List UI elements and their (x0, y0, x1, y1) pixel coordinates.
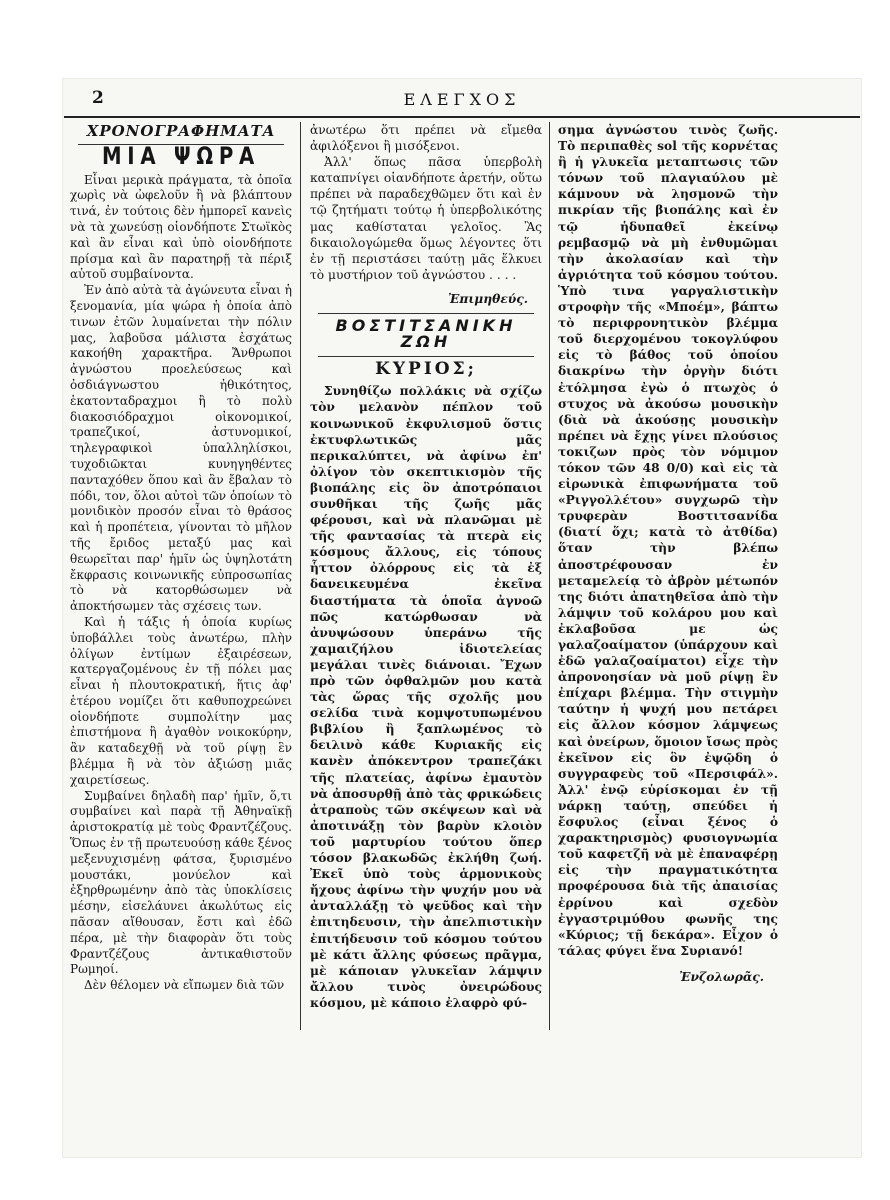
header-rule (64, 116, 860, 118)
divider (318, 356, 534, 357)
article-headline: ΜΙΑ ΨΩΡΑ (101, 141, 261, 170)
article-headline: ΒΟΣΤΙΤΣΑΝΙΚΗ ΖΩΗ (335, 316, 517, 352)
paragraph: ἀνωτέρω ὅτι πρέπει νὰ εἴμεθα ἀφιλόξενοι ἢ μισόξενοι. (310, 123, 542, 154)
page-number: 2 (92, 88, 104, 108)
paragraph: Ἐν ἀπὸ αὐτὰ τὰ ἀγώνευτα εἶναι ἡ ξενομανία, μία ψώρα ἡ ὁποία ἀπὸ τινων ἐτῶν λυμαίνεται τὴν πόλιν μας, λαβοῦσα μάλιστα ἐσχάτως κακοήθη χαρακτῆρα. Ἄνθρωποι ἀγνώστου προελεύσεως καὶ ὀσδιάγνωστου ἠθικότητος, ἑκατονταδραχμοι ἢ τὸ πολὺ διακοσιόδραχμοι οἰκονομικοί, τραπεζικοί, ἀστυνομικοί, τηλεγραφικοὶ ὑπαλληλίσκοι, τυχοδιῶκται κυνηγηθέντες πανταχόθεν ὅπου καὶ ἂν ἔβαλαν τὸ πόδι, τον, ὅλοι αὐτοὶ τῶν ὁποίων τὸ μονιδικὸν προσόν εἶναι τὸ θράσος καὶ ἡ προπέτεια, γίνονται τὸ μῆλον τῆς ἔριδος μεταξύ μας καὶ θεωρεῖται παρ' ἡμῖν ὡς ὑψηλοτάτη ἔκφρασις κοινωνικῆς εὐπροσωπίας τὸ νὰ κατορθώσωμεν νὰ ἀποκτήσωμεν τὰς σχέσεις των. (70, 283, 292, 614)
paragraph: Συμβαίνει δηλαδὴ παρ' ἡμῖν, ὅ,τι συμβαίνει καὶ παρὰ τῇ Ἀθηναϊκῇ ἀριστοκρατίᾳ μὲ τοὺς Φραντζέζους. Ὅπως ἐν τῇ πρωτευούσῃ κάθε ξένος μεξενυχισμένῃ φάτσα, ξυρισμένο μουστάκι, μονύελον καὶ ἐξηρθρωμένην ἀπὸ τὰς ὑποκλίσεις μέσην, εἰσελάυνει ἀκωλύτως εἰς πᾶσαν αἴθουσαν, ἔστι καὶ ἐδῶ πέρα, μὲ τὴν διαφορὰν ὅτι τοὺς Φραντζέζους ἀντικαθιστοῦν Ρωμηοί. (70, 788, 292, 977)
paragraph: Καὶ ἡ τάξις ἡ ὁποία κυρίως ὑποβάλλει τοὺς ἀνωτέρω, πλὴν ὀλίγων ἐντίμων ἐξαιρέσεων, κατεργαζομένους ἐν τῇ πόλει μας εἶναι ἡ πλουτοκρατική, ἥτις ἀφ' ἑτέρου νομίζει ὅτι καθυποχρεώνει οἱονδήποτε συμπολίτην μας ἐπιστήμονα ἢ ἀγαθὸν νοικοκύρην, ἂν καταδεχθῇ νὰ τοῦ ρίψῃ ἓν βλέμμα ἢ νὰ τὸν ἀξιώσῃ μιᾶς χαιρετίσεως. (70, 614, 292, 787)
newspaper-title: ΕΛΕΓΧΟΣ (403, 90, 521, 109)
column-divider (300, 122, 301, 1030)
article-subheadline: ΚΥΡΙΟΣ; (375, 359, 477, 380)
paragraph: σημα ἀγνώστου τινὸς ζωῆς. Τὸ περιπαθὲς sol τῆς κορνέτας ἢ ἡ γλυκεῖα μεταπτωσις τῶν τόνων τοῦ πλαγιαύλου μὲ κάμνουν νὰ λησμονῶ τὴν πικρίαν τῆς βιοπάλης καὶ ἐν τῷ ἡδυπαθεῖ ἐκείνῳ ρεμβασμῷ νὰ μὴ ἐνθυμῶμαι τὴν ἀκολασίαν καὶ τὴν ἀγριότητα τοῦ κόσμου τούτου. Ὑπὸ τινα γαργαλιστικὴν στροφὴν τῆς «Μποέμ», βάπτω τὸ περιφρονητικὸν βλέμμα τοῦ διερχομένου τοκογλύφου εἰς τὸ βάθος τοῦ ὁποίου διακρίνω τὴν ὀργὴν διότι ἐτόλμησα ἐγὼ ὁ πτωχὸς ὁ στυχος νὰ ἀκούσω μουσικὴν (διὰ νὰ ἀκούσῃς μουσικὴν πρέπει νὰ ἔχῃς γίνει πλούσιος τοκιζων πρὸς τὸν νόμιμον τόκον τῶν 48 0/0) καὶ εἰς τὰ εἰρωνικὰ ἐπιφωνήματα τοῦ «Ριγγολλέτου» συγχωρῶ τὴν τρυφερὰν Βοστιτσανίδα (διατί ὅχι; κατὰ τὸ ἀτθίδα) ὅταν τὴν βλέπω ἀποστρέφουσαν ἐν μεταμελείᾳ τὸ ἀβρὸν μέτωπόν της διότι ἀπατηθεῖσα ἀπὸ τὴν λάμψιν τοῦ κολάρου μου καὶ ἐκλαβοῦσα με ὡς γαλαζοαίματον (ὑπάρχουν καὶ ἐδῶ γαλαζοαίματοι) εἶχε τὴν ἀπρονοησίαν νὰ μοῦ ρίψῃ ἓν ἐπίχαρι βλέμμα. Τὴν στιγμὴν ταύτην ἡ ψυχή μου πετάρει εἰς ἄλλον κόσμον λάμψεως καὶ ὀνείρων, ὅμοιον ἴσως πρὸς ἐκεῖνον εἰς ὃν ἐψῷδη ὁ συγγραφεὺς τοῦ «Περσιφάλ». Ἀλλ' ἐνῷ εὑρίσκομαι ἐν τῇ νάρκῃ ταύτῃ, σπεύδει ἡ ἔσφυλος (εἶναι ξένος ὁ χαρακτηρισμὸς) φυσιογνωμία τοῦ καφετζῆ νὰ μὲ ἐπαναφέρῃ εἰς τὴν πραγματικότητα προφέρουσα διὰ τῆς ἀπαισίας ἐρρίνου καὶ σχεδὸν ἐγγαστριμύθου φωνῆς της «Κύριος; τῇ δεκάρα». Εἶχον ὁ τάλας φύγει ἕνα Συριανό! (558, 122, 778, 958)
column-2 (310, 122, 542, 1011)
section-title: ΧΡΟΝΟΓΡΑΦΗΜΑΤΑ (86, 122, 276, 140)
column-3 (558, 122, 778, 985)
page-header (62, 88, 862, 116)
paragraph: Συνηθίζω πολλάκις νὰ σχίζω τὸν μελανὸν πέπλον τοῦ κοινωνικοῦ ἐκφυλισμοῦ ὅστις ἐκτυφλωτικῶς μᾶς περικαλύπτει, νὰ ἀφίνω ἐπ' ὀλίγον τὸν σκεπτικισμὸν τῆς βιοπάλης εἰς ὃν ἀποτρόπαιοι συνθῆκαι τῆς ζωῆς μᾶς φέρουσι, καὶ νὰ πλανῶμαι μὲ τῆς φαντασίας τὰ πτερὰ εἰς κόσμους ἄλλους, εἰς τόπους ἧττον ὀλόρρους εἰς τὰ ἐξ δανεικευμένα ἐκεῖνα διαστήματα τὰ ὁποῖα ἀγνοῶ πῶς κατώρθωσαν νὰ ἀνυψώσουν ὑπεράνω τῆς χαμαιζήλου ἰδιοτελείας μεγάλαι τινὲς διάνοιαι. Ἔχων πρὸ τῶν ὀφθαλμῶν μου κατὰ τὰς ὥρας τῆς σχολῆς μου σελίδα τινὰ κομψοτυπωμένου βιβλίου ἢ ξαπλωμένος τὸ δειλινὸ κάθε Κυριακῆς εἰς κανὲν ἀπόκεντρον τραπεζάκι τῆς πλατείας, ἀφίνω ἐμαυτὸν νὰ ἀποσυρθῇ ἀπὸ τὰς φρικώδεις ἀτραποὺς τῶν σκέψεων καὶ νὰ ἀποτινάξῃ τὸν βαρὺν κλοιὸν τοῦ μαρτυρίου τούτου ὅπερ τόσον βλακωδῶς ἐκλήθη ζωή. Ἐκεῖ ὑπὸ τοὺς ἁρμονικοὺς ἤχους ἀφίνω τὴν ψυχήν μου νὰ ἀνταλλάξῃ τὸ ψεῦδος καὶ τὴν ἐπιτηδευσιν, τὴν ἀπελπιστικὴν ἐπιτήδευσιν τοῦ κόσμου τούτου μὲ κάτι ἄλλης φύσεως πρᾶγμα, μὲ κάποιαν γλυκεῖαν λάμψιν ἄλλου τινὸς ὀνειρώδους κόσμου, μὲ κάποιο ἐλαφρὸ φύ- (310, 383, 542, 1010)
author-signature: Ἐνζολωρᾶς. (679, 968, 764, 984)
paragraph: Εἶναι μερικὰ πράγματα, τὰ ὁποῖα χωρὶς νὰ ὠφελοῦν ἢ νὰ βλάπτουν τινά, ἐν τούτοις δὲν ἠμπορεῖ κανεὶς νὰ τὰ χωνεύσῃ οἱονδήποτε Στωϊκὸς καὶ ἂν εἶναι καὶ ὑπὸ οἱονδήποτε πρίσμα καὶ ἂν παρατηρῇ τὰ πέριξ αὐτοῦ συμβαίνοντα. (70, 172, 292, 282)
column-1 (70, 122, 292, 994)
divider (318, 313, 534, 314)
column-divider (549, 122, 550, 1030)
paragraph: Ἀλλ' ὅπως πᾶσα ὑπερβολὴ καταπνίγει οἱανδήποτε ἀρετήν, οὕτω πρέπει νὰ παραδεχθῶμεν ὅτι καὶ ἐν τῷ ζητήματι τούτῳ ἡ ὑπερβολικότης μας καθίσταται γελοῖος. Ἂς δικαιολογώμεθα ὅμως λέγοντες ὅτι ἐν τῇ περιστάσει ταύτῃ μᾶς ἕλκυει τὸ μυστήριον τοῦ ἀγνώστου . . . . (310, 155, 542, 282)
paragraph: Δὲν θέλομεν νὰ εἴπωμεν διὰ τῶν (84, 978, 285, 993)
author-signature: Ἐπιμηθεύς. (448, 290, 528, 306)
